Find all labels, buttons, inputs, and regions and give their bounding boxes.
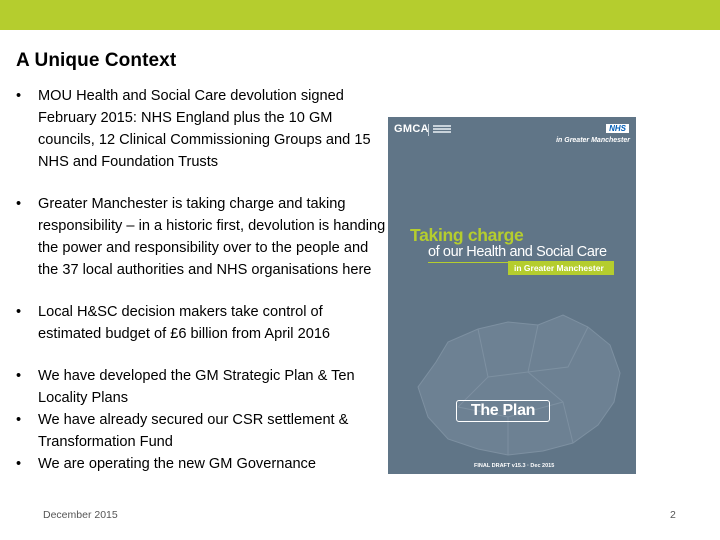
bullet-item: • We have developed the GM Strategic Plan & Ten Locality Plans [16, 365, 386, 409]
cover-title-line2: of our Health and Social Care [428, 244, 607, 260]
nhs-subtitle: in Greater Manchester [556, 137, 630, 144]
draft-version-label: FINAL DRAFT v15.3 · Dec 2015 [474, 463, 555, 469]
gmca-subtitle-lines [428, 124, 458, 136]
cover-ribbon-label: in Greater Manchester [514, 263, 604, 273]
bullet-item: • We have already secured our CSR settlement & Transformation Fund [16, 409, 386, 453]
plan-cover-image [388, 117, 636, 474]
bullet-list [16, 85, 386, 475]
bullet-item: • MOU Health and Social Care devolution signed February 2015: NHS England plus the 10 GM councils, 12 Clinical Commissioning Groups and 15 NHS and Foundation Trusts [16, 85, 386, 173]
page-number: 2 [670, 509, 676, 521]
plan-label-box: The Plan [456, 400, 550, 422]
nhs-logo: NHS [606, 124, 629, 133]
gmca-logo: GMCA [394, 123, 429, 135]
cover-ribbon [508, 261, 614, 275]
bullet-item: • We are operating the new GM Governance [16, 453, 386, 475]
bullet-item: • Greater Manchester is taking charge and taking responsibility – in a historic first, devolution is handing the power and responsibility over to the people and the 37 local authorities and NHS organisations here [16, 193, 386, 281]
cover-title-line1: Taking charge [410, 225, 524, 245]
top-accent-bar [0, 0, 720, 30]
footer-date: December 2015 [43, 509, 118, 521]
bullet-item: • Local H&SC decision makers take control of estimated budget of £6 billion from April 2016 [16, 301, 386, 345]
slide-title: A Unique Context [16, 50, 177, 71]
